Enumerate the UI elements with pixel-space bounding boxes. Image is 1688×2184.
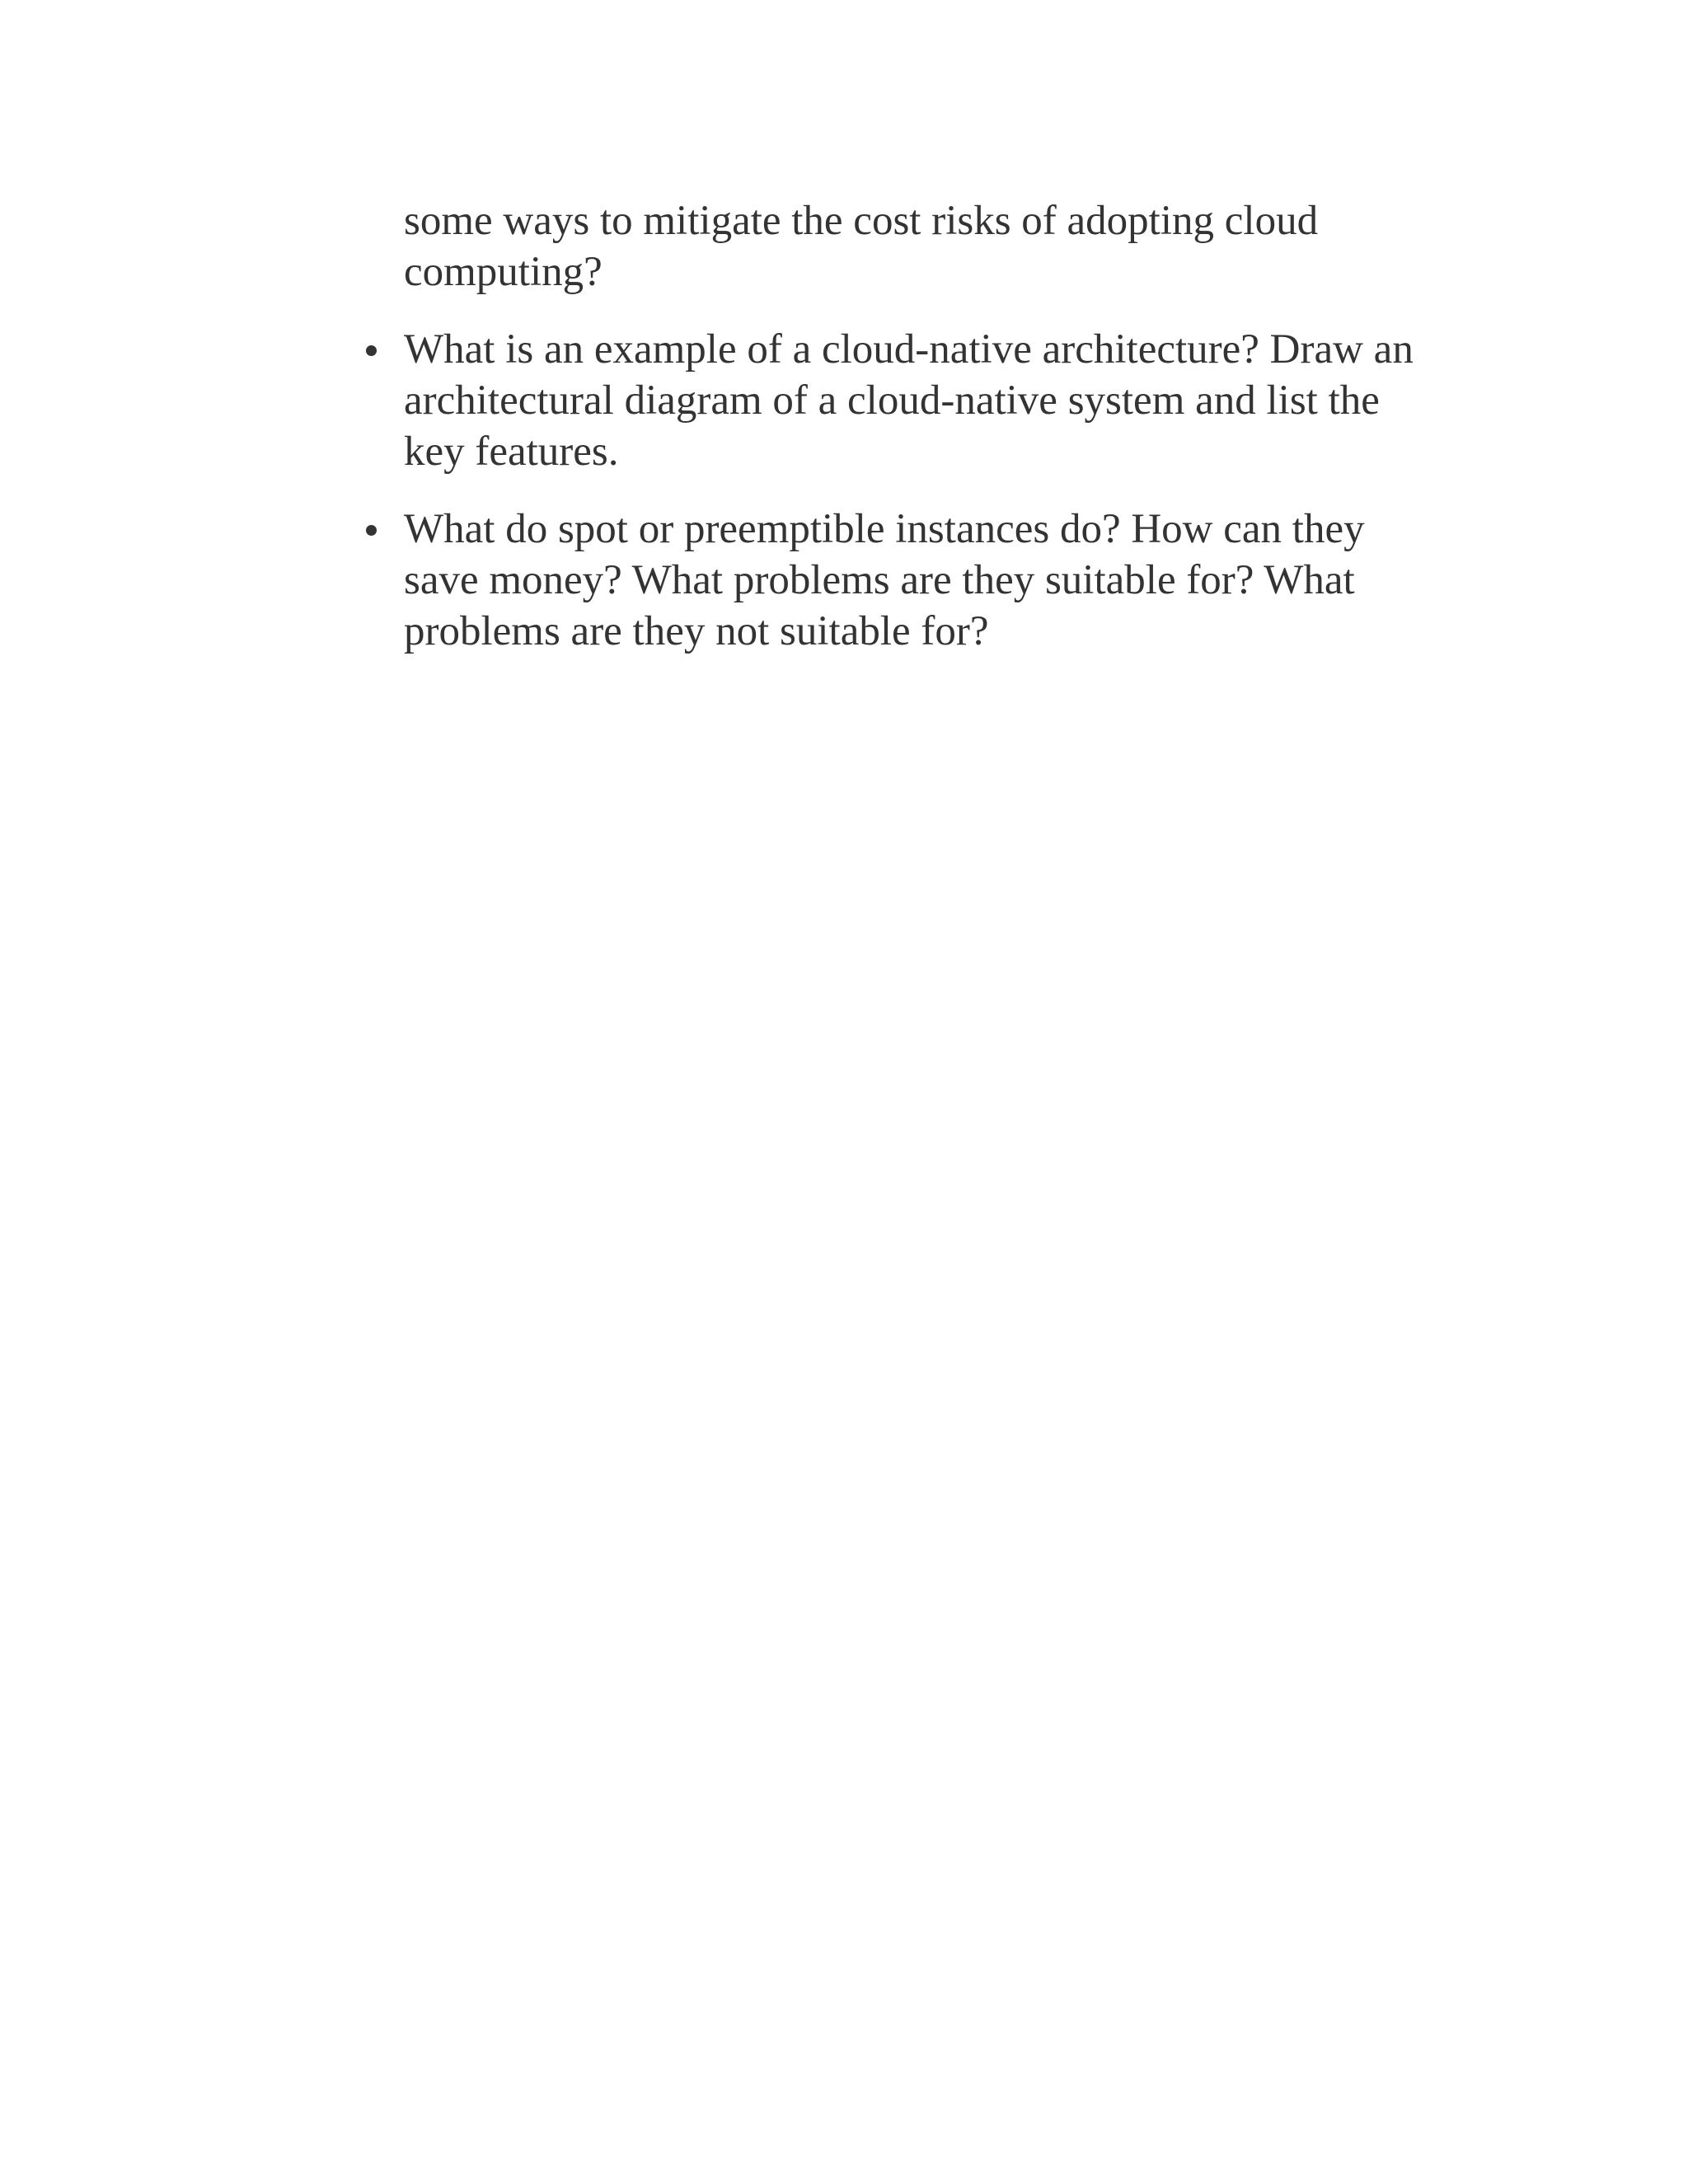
list-item (404, 324, 1418, 477)
list-item (404, 504, 1418, 657)
question-list (404, 324, 1418, 657)
bullet-icon (366, 525, 377, 536)
document-body (404, 195, 1418, 683)
list-item-text: What do spot or preemptible instances do? How can they save money? What problems are they suitable for? What problems are they not suitable for? (404, 506, 1365, 654)
list-item-text: What is an example of a cloud-native architecture? Draw an architectural diagram of a cloud-native system and list the key features. (404, 326, 1414, 475)
continued-paragraph: some ways to mitigate the cost risks of adopting cloud computing? (404, 198, 1319, 295)
bullet-icon (366, 345, 377, 356)
